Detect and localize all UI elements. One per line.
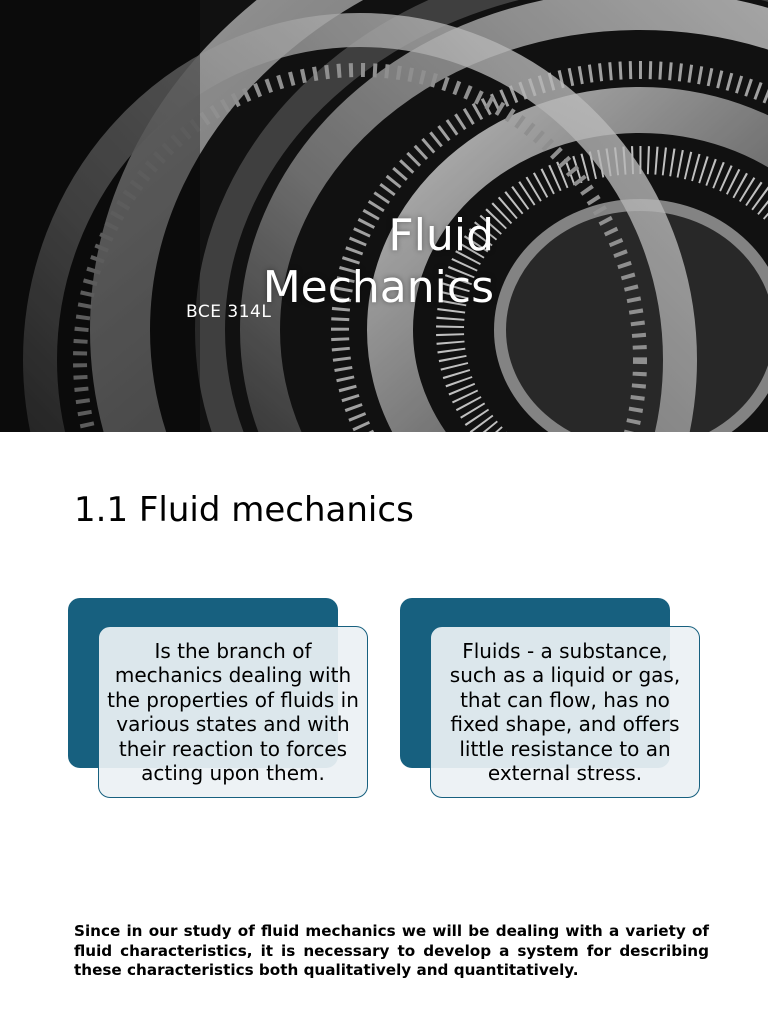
fluids-card-text: Fluids - a substance, such as a liquid or gas, that can flow, has no fixed shape, and offers little resistance to an external stress. bbox=[449, 638, 681, 785]
definition-card-text: Is the branch of mechanics dealing with the properties of fluids in various states and with their reaction to forces acting upon them. bbox=[107, 638, 359, 785]
title-line-2: Mechanics bbox=[262, 262, 494, 313]
presentation-title bbox=[200, 210, 494, 314]
section-heading: 1.1 Fluid mechanics bbox=[74, 490, 414, 530]
course-code: BCE 314L bbox=[186, 302, 272, 322]
definition-card bbox=[98, 626, 368, 798]
body-paragraph: Since in our study of fluid mechanics we will be dealing with a variety of fluid characteristics, it is necessary to develop a system for describing these characteristics both qualitatively and quantitatively. bbox=[74, 922, 709, 979]
fluids-card bbox=[430, 626, 700, 798]
title-line-1: Fluid bbox=[388, 210, 494, 261]
hero-banner bbox=[0, 0, 768, 432]
